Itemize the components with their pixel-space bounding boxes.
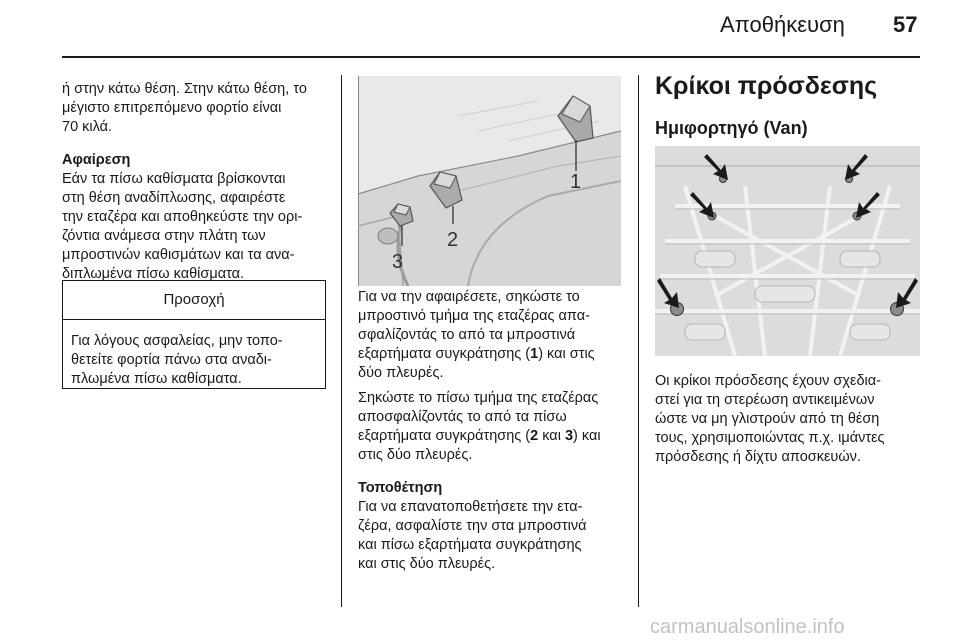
column-divider-left [341,75,342,607]
watermark: carmanualsonline.info [650,616,845,638]
paragraph-remove-rear: Σηκώστε το πίσω τμήμα της εταζέρας αποσφαλίζοντάς το από τα πίσω εξαρτήματα συγκράτησης (2 και 3) και στις δύο πλευρές. [358,390,601,463]
column-divider-right [638,75,639,607]
paragraph-lashing-eyes: Οι κρίκοι πρόσδεσης έχουν σχεδια- στεί για τη στερέωση αντικειμένων ώστε να μη γλιστρούν από τη θέση τους, χρησιμοποιώντας π.χ. ιμάντες πρόσδεσης ή δίχτυ αποσκευών. [655,373,885,465]
removal-heading: Αφαίρεση [62,152,131,168]
install-heading: Τοποθέτηση [358,480,443,496]
paragraph-install: Για να επανατοποθετήσετε την ετα- ζέρα, ασφαλίστε την στα μπροστινά και πίσω εξαρτήματα συγκράτησης και στις δύο πλευρές. [358,499,587,572]
page-header-title: Αποθήκευση [720,12,845,37]
figure-label-2: 2 [447,229,459,251]
paragraph-remove-front: Για να την αφαιρέσετε, σηκώστε το μπροστινό τμήμα της εταζέρας απα- σφαλίζοντάς το από τα μπροστινά εξαρτήματα συγκράτησης (1) και στις δύο πλευρές. [358,289,595,381]
column-middle [358,288,624,574]
paragraph-removal: Εάν τα πίσω καθίσματα βρίσκονται στη θέση αναδίπλωσης, αφαιρέστε την εταζέρα και αποθηκεύστε την ορι- ζόντια ανάμεσα στην πλάτη των μπροστινών καθισμάτων και τα ανα- διπλωμένα πίσω καθίσματα. [62,171,303,282]
figure-label-1: 1 [570,171,582,193]
column-left [62,80,330,284]
section-title: Κρίκοι πρόσδεσης [655,72,878,100]
caution-heading: Προσοχή [63,281,325,320]
caution-box [62,280,326,389]
header-divider [62,56,920,58]
figure-lashing-eyes [655,146,920,356]
paragraph-load-limit: ή στην κάτω θέση. Στην κάτω θέση, το μέγιστο επιτρεπόμενο φορτίο είναι 70 κιλά. [62,81,307,135]
figure-shelf-mounts [358,76,621,286]
caution-text: Για λόγους ασφαλείας, μην τοπο- θετείτε φορτία πάνω στα αναδι- πλωμένα πίσω καθίσματα. [71,333,283,387]
figure-label-3: 3 [392,251,404,273]
shelf-mounts-illustration [358,76,621,286]
subsection-title: Ημιφορτηγό (Van) [655,118,808,138]
cargo-floor-illustration [655,146,920,356]
page-number: 57 [893,12,918,37]
